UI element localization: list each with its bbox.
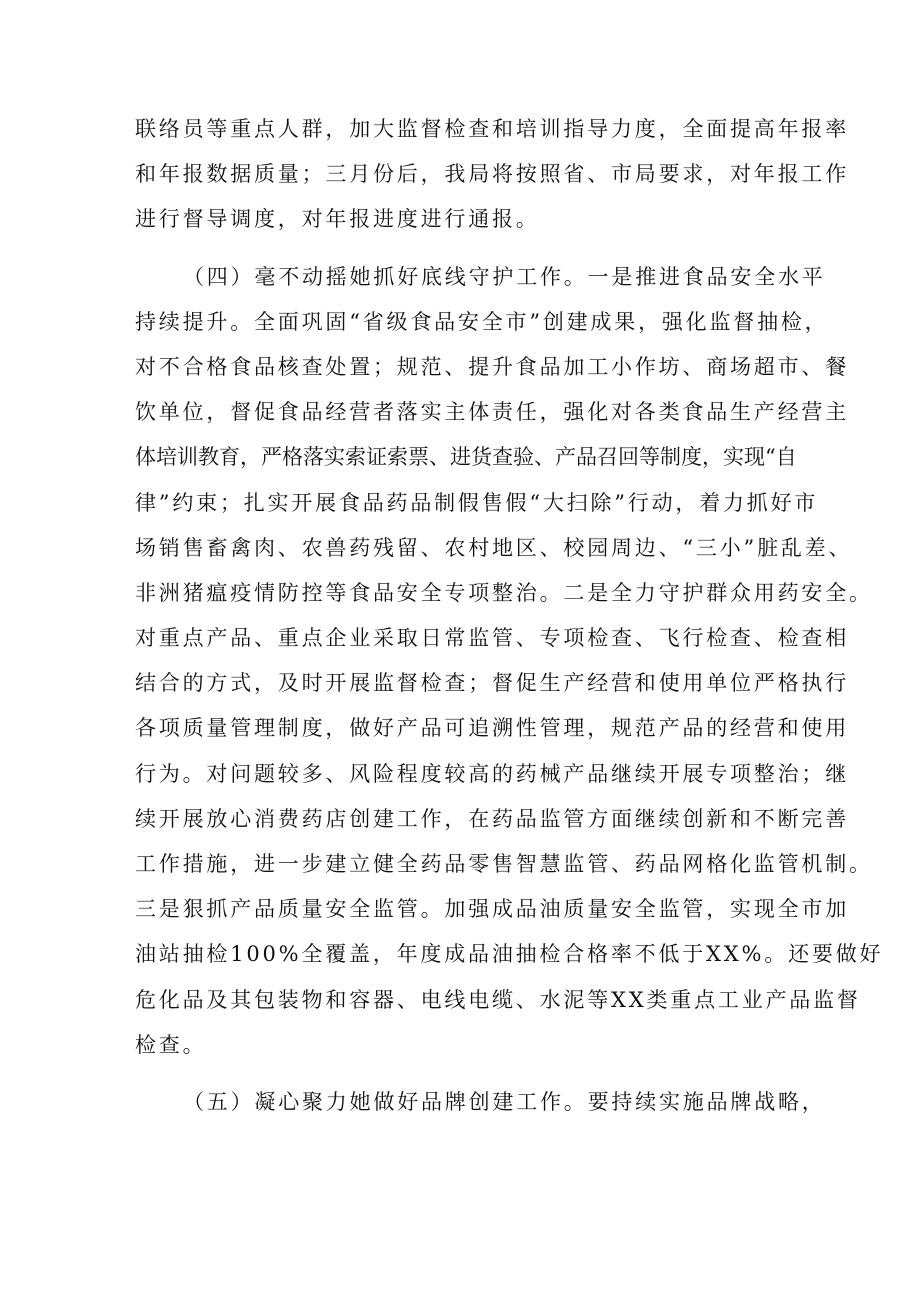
- paragraph-line: 续开展放心消费药店创建工作，在药品监管方面继续创新和不断完善: [135, 806, 849, 831]
- paragraph-gap: [135, 1068, 805, 1080]
- paragraph-line: 对重点产品、重点企业采取日常监管、专项检查、飞行检查、检查相: [135, 626, 849, 651]
- paragraph-line: 检查。: [135, 1032, 207, 1057]
- section-heading-line: （四）毫不动摇她抓好底线守护工作。一是推进食品安全水平: [183, 264, 826, 289]
- paragraph-line: 各项质量管理制度，做好产品可追溯性管理，规范产品的经营和使用: [135, 716, 849, 741]
- paragraph-line: 工作措施，进一步建立健全药品零售智慧监管、药品网格化监管机制。: [135, 852, 873, 876]
- paragraph-gap: [135, 243, 805, 255]
- paragraph-line: 三是狠抓产品质量安全监管。加强成品油质量安全监管，实现全市加: [135, 897, 849, 922]
- paragraph-line: 饮单位，督促食品经营者落实主体责任，强化对各类食品生产经营主: [135, 400, 849, 425]
- paragraph-line: 油站抽检100%全覆盖，年度成品油抽检合格率不低于XX%。还要做好: [135, 942, 884, 967]
- paragraph-line: 行为。对问题较多、风险程度较高的药械产品继续开展专项整治；继: [135, 761, 849, 786]
- paragraph-line: 和年报数据质量；三月份后，我局将按照省、市局要求，对年报工作: [135, 162, 849, 187]
- section-heading-line: （五）凝心聚力她做好品牌创建工作。要持续实施品牌战略，: [183, 1089, 826, 1114]
- paragraph-line: 结合的方式，及时开展监督检查；督促生产经营和使用单位严格执行: [135, 671, 849, 696]
- paragraph-line: 律”约束；扎实开展食品药品制假售假“大扫除”行动，着力抓好市: [135, 490, 819, 515]
- paragraph-line: 场销售畜禽肉、农兽药残留、农村地区、校园周边、“三小”脏乱差、: [135, 535, 853, 560]
- paragraph-line: 对不合格食品核查处置；规范、提升食品加工小作坊、商场超市、餐: [135, 354, 849, 379]
- paragraph-line: 危化品及其包装物和容器、电线电缆、水泥等XX类重点工业产品监督: [135, 987, 861, 1012]
- paragraph-line: 体培训教育，严格落实索证索票、进货查验、产品召回等制度，实现“自: [135, 445, 797, 470]
- document-body: [135, 107, 884, 1125]
- paragraph-line: 非洲猪瘟疫情防控等食品安全专项整治。二是全力守护群众用药安全。: [135, 580, 873, 605]
- paragraph-line: 进行督导调度，对年报进度进行通报。: [135, 207, 540, 232]
- paragraph-line: 联络员等重点人群，加大监督检查和培训指导力度，全面提高年报率: [135, 117, 849, 141]
- paragraph-line: 持续提升。全面巩固“省级食品安全市”创建成果，强化监督抽检，: [135, 309, 829, 334]
